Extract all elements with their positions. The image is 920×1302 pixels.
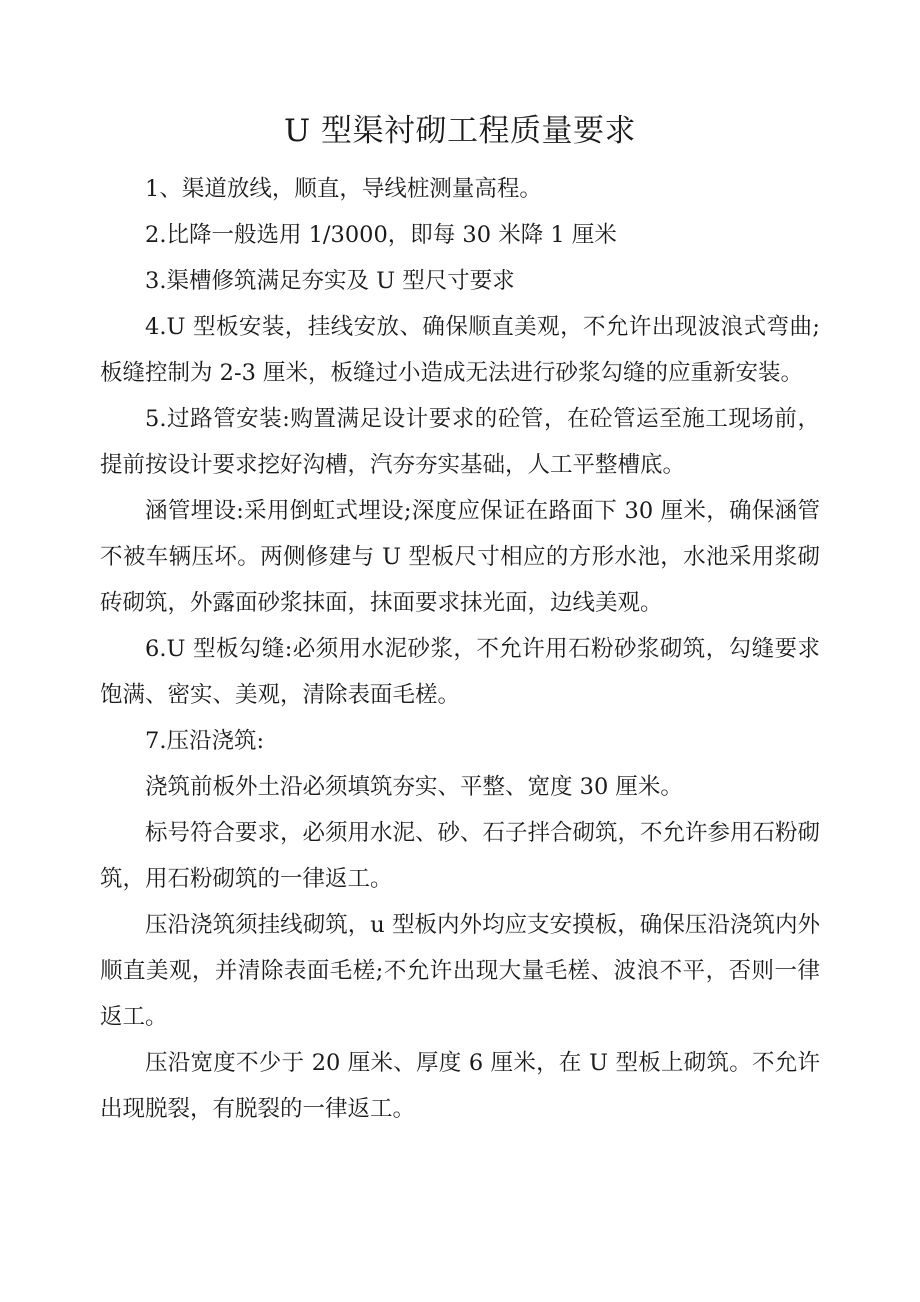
paragraph-item-5: 5.过路管安装:购置满足设计要求的砼管，在砼管运至施工现场前，提前按设计要求挖好沟槽，汽夯夯实基础，人工平整槽底。 xyxy=(100,406,820,478)
paragraph-item-3: 3.渠槽修筑满足夯实及 U 型尺寸要求 xyxy=(145,268,515,294)
paragraph-pour-prep: 浇筑前板外土沿必须填筑夯实、平整、宽度 30 厘米。 xyxy=(145,774,683,800)
paragraph-item-7: 7.压沿浇筑: xyxy=(145,728,265,754)
title-spacer xyxy=(100,154,820,166)
paragraph-pour-dimensions: 压沿宽度不少于 20 厘米、厚度 6 厘米，在 U 型板上砌筑。不允许出现脱裂，有脱裂的一律返工。 xyxy=(100,1050,820,1122)
paragraph-grade-requirement: 标号符合要求，必须用水泥、砂、石子拌合砌筑，不允许参用石粉砌筑，用石粉砌筑的一律返工。 xyxy=(100,820,821,892)
paragraph-culvert-burial: 涵管埋设:采用倒虹式埋设;深度应保证在路面下 30 厘米，确保涵管不被车辆压坏。两侧修建与 U 型板尺寸相应的方形水池，水池采用浆砌砖砌筑，外露面砂浆抹面，抹面要求抹光面，边线美观。 xyxy=(100,498,820,616)
paragraph-item-6: 6.U 型板勾缝:必须用水泥砂浆，不允许用石粉砂浆砌筑，勾缝要求饱满、密实、美观，清除表面毛槎。 xyxy=(100,636,820,708)
page-title: U 型渠衬砌工程质量要求 xyxy=(284,113,636,149)
paragraph-item-4: 4.U 型板安装，挂线安放、确保顺直美观，不允许出现波浪式弯曲;板缝控制为 2-3 厘米，板缝过小造成无法进行砂浆勾缝的应重新安装。 xyxy=(100,314,820,386)
document-body xyxy=(100,0,820,1132)
paragraph-pour-line-method: 压沿浇筑须挂线砌筑，u 型板内外均应支安摸板，确保压沿浇筑内外顺直美观，并清除表面毛槎;不允许出现大量毛槎、波浪不平，否则一律返工。 xyxy=(100,912,820,1030)
paragraph-item-2: 2.比降一般选用 1/3000，即每 30 米降 1 厘米 xyxy=(145,222,617,248)
paragraph-item-1: 1、渠道放线，顺直，导线桩测量高程。 xyxy=(145,176,542,202)
